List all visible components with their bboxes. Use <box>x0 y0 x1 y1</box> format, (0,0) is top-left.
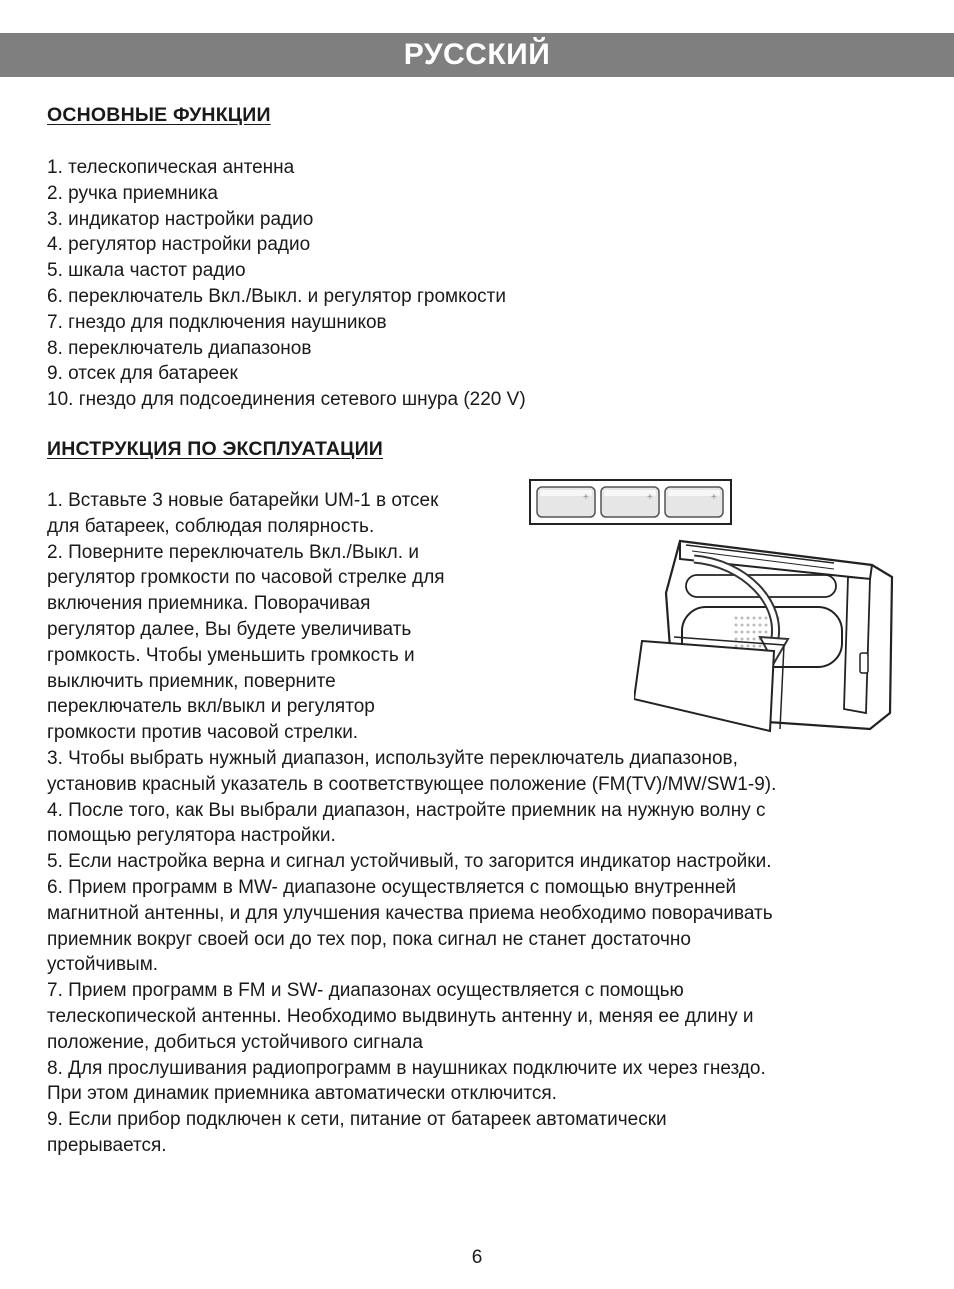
list-item: 8. переключатель диапазонов <box>47 337 312 359</box>
svg-text:+: + <box>583 492 589 503</box>
text-line: для батареек, соблюдая полярность. <box>47 515 375 537</box>
text-line: регулятор громкости по часовой стрелке для <box>47 567 445 589</box>
list-item: 9. отсек для батареек <box>47 363 238 385</box>
list-item: 5. шкала частот радио <box>47 260 246 282</box>
text-line: 2. Поверните переключатель Вкл./Выкл. и <box>47 541 419 563</box>
list-item: 3. индикатор настройки радио <box>47 208 314 230</box>
page-number: 6 <box>471 1247 483 1268</box>
battery-icon <box>601 487 659 517</box>
list-item: 7. гнездо для подключения наушников <box>47 311 387 333</box>
list-item: 6. переключатель Вкл./Выкл. и регулятор громкости <box>47 285 506 307</box>
radio-back-illustration <box>634 533 900 738</box>
language-header: РУССКИЙ <box>0 33 954 77</box>
text-line: 9. Если прибор подключен к сети, питание от батареек автоматически <box>47 1109 667 1131</box>
text-line: 6. Прием программ в MW- диапазоне осуществляется с помощью внутренней <box>47 876 737 898</box>
text-line: При этом динамик приемника автоматически отключится. <box>47 1083 557 1105</box>
list-item: 4. регулятор настройки радио <box>47 234 311 256</box>
text-line: переключатель вкл/выкл и регулятор <box>47 696 375 718</box>
svg-text:+: + <box>711 492 717 503</box>
features-list <box>47 155 526 413</box>
batteries-illustration <box>529 479 732 525</box>
text-line: помощью регулятора настройки. <box>47 825 336 847</box>
instructions-title: ИНСТРУКЦИЯ ПО ЭКСПЛУАТАЦИИ <box>47 438 383 460</box>
text-line: приемник вокруг своей оси до тех пор, пока сигнал не станет достаточно <box>47 928 691 950</box>
text-line: выключить приемник, поверните <box>47 670 336 692</box>
list-item: 2. ручка приемника <box>47 182 218 204</box>
text-line: магнитной антенны, и для улучшения качества приема необходимо поворачивать <box>47 902 773 924</box>
battery-icon <box>537 487 595 517</box>
svg-text:+: + <box>647 492 653 503</box>
text-line: прерывается. <box>47 1134 167 1156</box>
list-item: 1. телескопическая антенна <box>47 157 295 178</box>
text-line: 4. После того, как Вы выбрали диапазон, настройте приемник на нужную волну с <box>47 799 766 821</box>
instructions-rest <box>47 746 776 1159</box>
battery-icon <box>665 487 723 517</box>
text-line: громкость. Чтобы уменьшить громкость и <box>47 644 415 666</box>
text-line: 7. Прием программ в FM и SW- диапазонах осуществляется с помощью <box>47 980 684 1002</box>
list-item: 10. гнездо для подсоединения сетевого шнура (220 V) <box>47 389 526 411</box>
text-line: 5. Если настройка верна и сигнал устойчивый, то загорится индикатор настройки. <box>47 851 772 873</box>
text-line: 8. Для прослушивания радиопрограмм в наушниках подключите их через гнездо. <box>47 1057 766 1079</box>
text-line: регулятор далее, Вы будете увеличивать <box>47 618 412 640</box>
features-title: ОСНОВНЫЕ ФУНКЦИИ <box>47 104 271 126</box>
text-line: положение, добиться устойчивого сигнала <box>47 1031 423 1053</box>
text-line: 1. Вставьте 3 новые батарейки UM-1 в отсек <box>47 490 439 511</box>
instructions-top <box>47 488 445 746</box>
text-line: установив красный указатель в соответствующее положение (FM(TV)/MW/SW1-9). <box>47 773 777 795</box>
text-line: устойчивым. <box>47 954 159 976</box>
text-line: телескопической антенны. Необходимо выдвинуть антенну и, меняя ее длину и <box>47 1005 754 1027</box>
text-line: громкости против часовой стрелки. <box>47 722 359 744</box>
text-line: 3. Чтобы выбрать нужный диапазон, используйте переключатель диапазонов, <box>47 748 738 769</box>
text-line: включения приемника. Поворачивая <box>47 593 371 615</box>
